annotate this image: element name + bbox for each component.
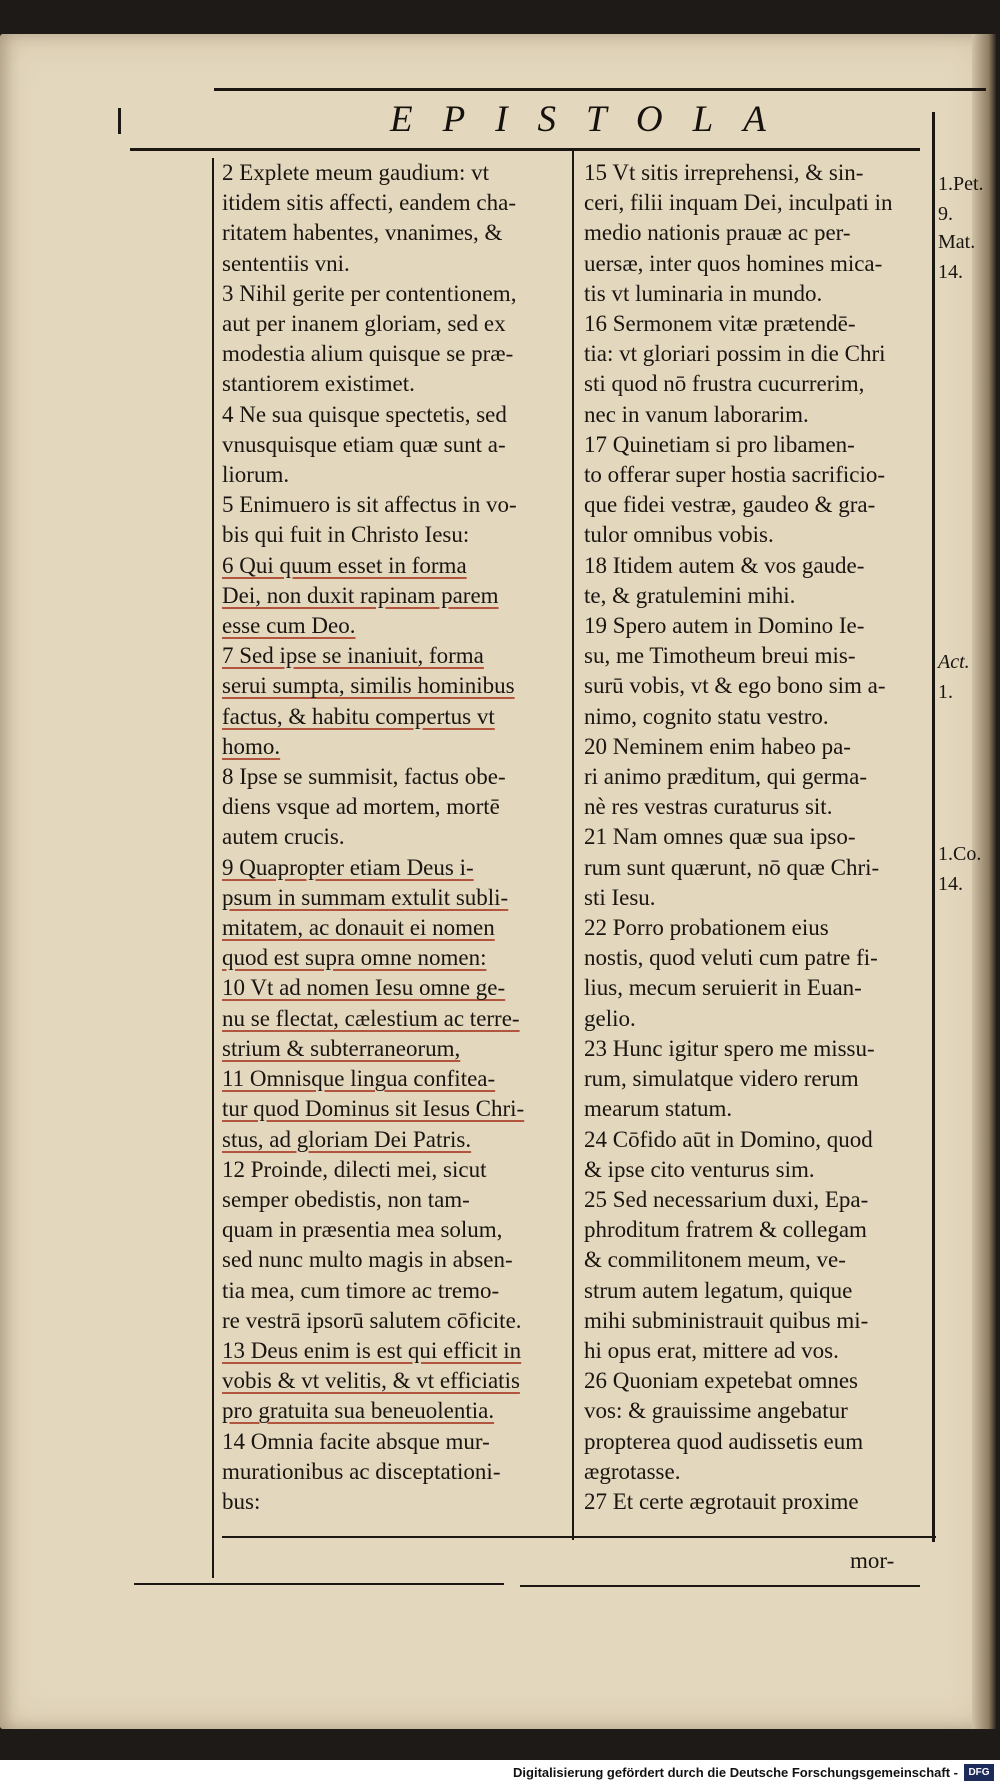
footer-rule-right [520,1585,920,1587]
verse-6: 6 Qui quum esset in forma Dei, non duxit rapinam parem esse cum Deo. [222,552,499,639]
verse-19: 19 Spero autem in Domino Ie- su, me Timotheum breui mis- surū vobis, vt & ego bono sim a- nimo, cognito statu vestro. [584,613,886,729]
margin-note-1pet: 1.Pet. [938,173,984,195]
verse-4: 4 Ne sua quisque spectetis, sed vnusquisque etiam quæ sunt a- liorum. [222,401,507,488]
verse-7: 7 Sed ipse se inaniuit, forma serui sumpta, similis hominibus factus, & habitu compertus vt homo. [222,643,515,759]
verse-27: 27 Et certe ægrotauit proxime [584,1488,859,1514]
verse-10: 10 Vt ad nomen Iesu omne ge- nu se flectat, cælestium ac terre- strium & subterraneorum, [222,975,520,1061]
page-header-title: EPISTOLA [390,99,796,140]
footer-credit: Digitalisierung gefördert durch die Deutsche Forschungsgemeinschaft - [513,1765,958,1780]
right-text-column [584,158,918,1517]
left-border-lower [212,158,214,1578]
verse-8: 8 Ipse se summisit, factus obe- diens vsque ad mortem, mortē autem crucis. [222,764,506,850]
verse-23: 23 Hunc igitur spero me missu- rum, simulatque videro rerum mearum statum. [584,1035,875,1122]
verse-12: 12 Proinde, dilecti mei, sicut semper obedistis, non tam- quam in præsentia mea solum, sed nunc multo magis in absen- tia mea, cum timore ac tremo- re vestrā ipsorū salutem cōficite. [222,1156,522,1333]
verse-13: 13 Deus enim is est qui efficit in vobis & vt velitis, & vt efficiatis pro gratuita sua beneuolentia. [222,1337,522,1424]
margin-note-9: 9. [938,203,953,225]
verse-25: 25 Sed necessarium duxi, Epa- phroditum fratrem & collegam & commilitonem meum, ve- strum autem legatum, quique mihi subministrauit quibus mi- hi opus erat, mittere ad vos. [584,1186,869,1363]
verse-20: 20 Neminem enim habeo pa- ri animo præditum, qui germa- nè res vestras curaturus sit. [584,733,867,820]
top-rule [214,88,986,91]
verse-16: 16 Sermonem vitæ prætendē- tia: vt gloriari possim in die Chri sti quod nō frustra cucurrerim, nec in vanum laborarim. [584,311,886,427]
margin-note-1: 1. [938,681,953,703]
verse-5: 5 Enimuero is sit affectus in vo- bis qui fuit in Christo Iesu: [222,492,517,548]
left-border [118,108,121,134]
header-rule [130,148,920,151]
verse-14: 14 Omnia facite absque mur- murationibus ac disceptationi- bus: [222,1428,501,1514]
verse-15: 15 Vt sitis irreprehensi, & sin- ceri, filii inquam Dei, inculpati in medio nationis prauæ ac per- uersæ, inter quos homines mica- tis vt luminaria in mundo. [584,160,893,306]
verse-3: 3 Nihil gerite per contentionem, aut per inanem gloriam, sed ex modestia alium quisque se præ- stantiorem existimet. [222,280,517,397]
catchword: mor- [850,1548,895,1573]
verse-24: 24 Cōfido aūt in Domino, quod & ipse cito venturus sim. [584,1126,873,1182]
margin-note-14: 14. [938,261,963,283]
right-border [932,112,935,1542]
verse-9: 9 Quapropter etiam Deus i- psum in summam extulit subli- mitatem, ac donauit ei nomen quod est supra omne nomen: [222,854,509,971]
bottom-rule [222,1536,936,1538]
verse-22: 22 Porro probationem eius nostis, quod veluti cum patre fi- lius, mecum seruierit in Euan- gelio. [584,915,878,1031]
verse-21: 21 Nam omnes quæ sua ipso- rum sunt quærunt, nō quæ Chri- sti Iesu. [584,824,880,910]
page-edge [972,34,996,1729]
column-divider [572,150,574,1540]
verse-18: 18 Itidem autem & vos gaude- te, & gratulemini mihi. [584,552,865,608]
margin-note-mat: Mat. [938,231,976,253]
left-text-column [222,158,564,1517]
margin-note-14b: 14. [938,873,963,895]
margin-note-1co: 1.Co. [938,843,982,865]
footer-rule-left [134,1583,504,1585]
margin-note-act: Act. [938,651,970,673]
verse-26: 26 Quoniam expetebat omnes vos: & grauissime angebatur propterea quod audissetis eum ægrotasse. [584,1368,864,1484]
dfg-logo: DFG [964,1764,994,1781]
verse-2: 2 Explete meum gaudium: vt itidem sitis affecti, eandem cha- ritatem habentes, vnanimes, & sententiis vni. [222,160,516,276]
verse-11: 11 Omnisque lingua confitea- tur quod Dominus sit Iesus Chri- stus, ad gloriam Dei Patris. [222,1066,525,1152]
verse-17: 17 Quinetiam si pro libamen- to offerar super hostia sacrificio- que fidei vestræ, gaudeo & gra- tulor omnibus vobis. [584,431,886,548]
